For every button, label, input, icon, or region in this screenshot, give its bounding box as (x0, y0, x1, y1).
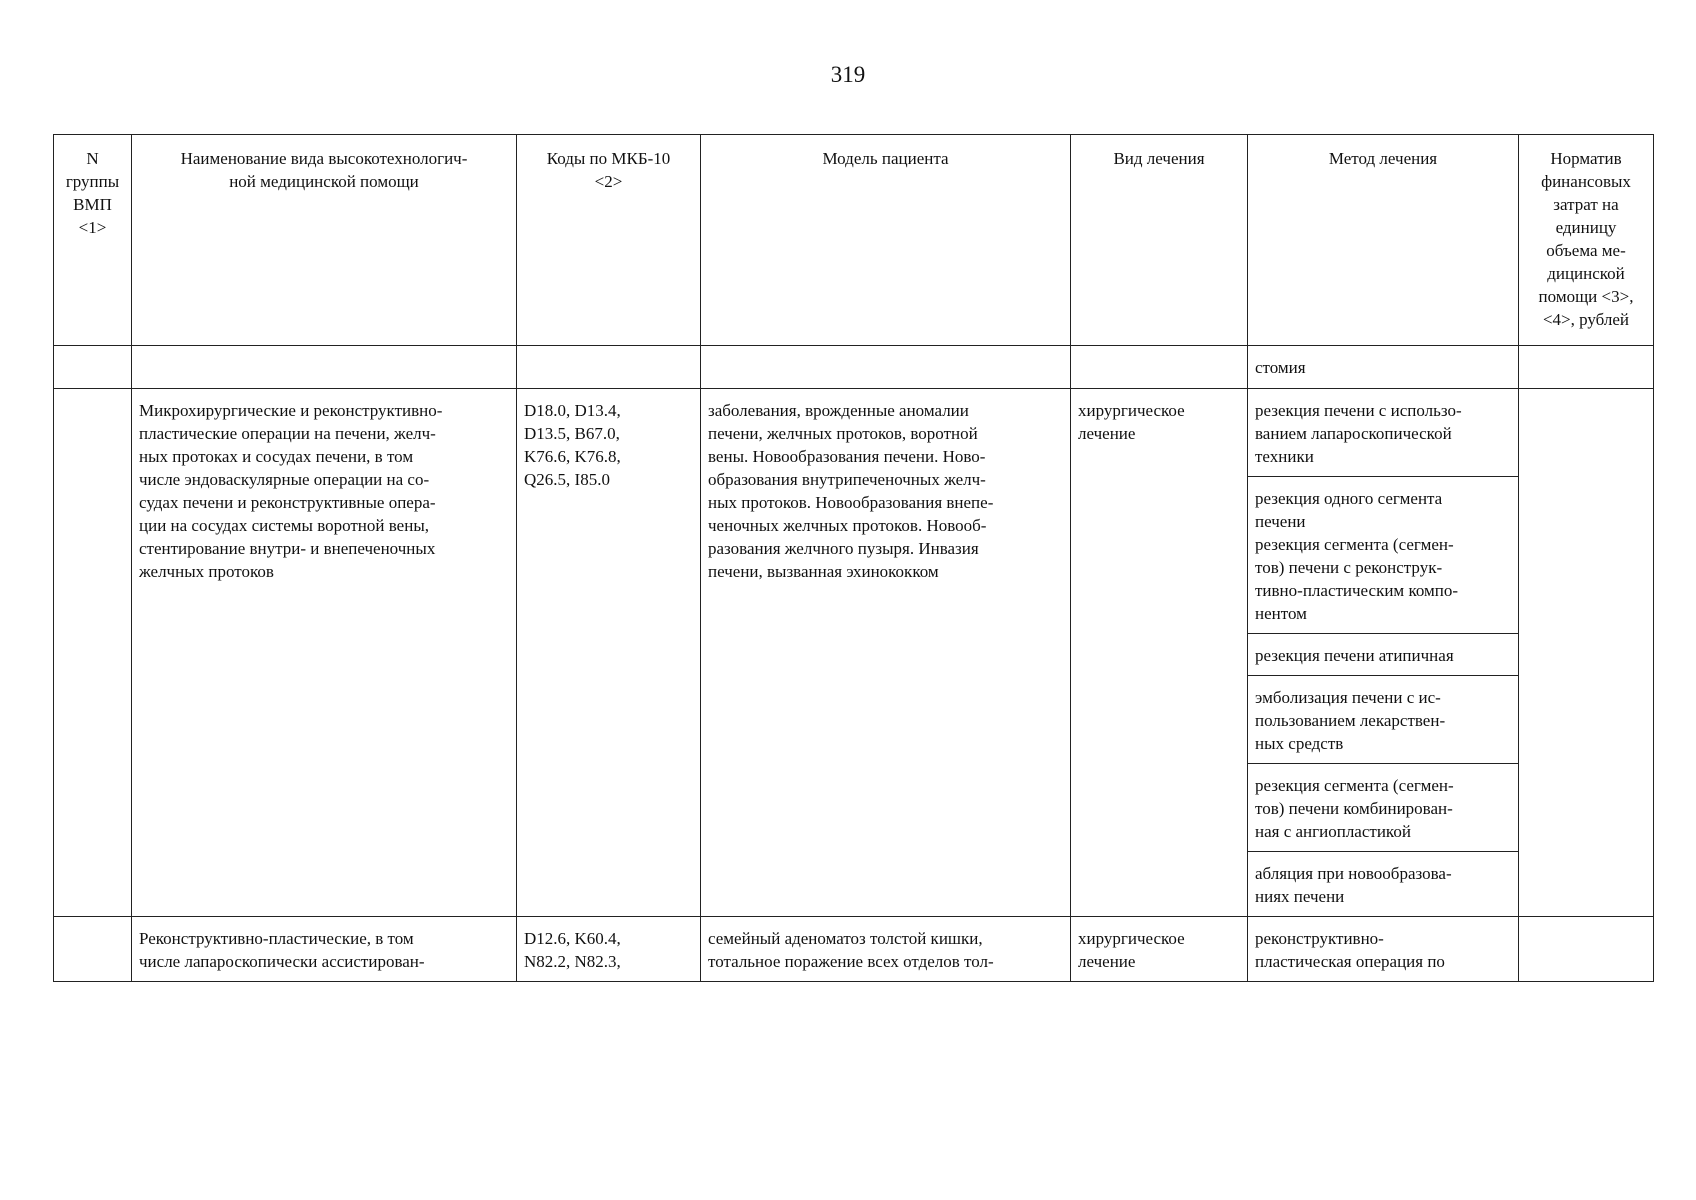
header-treatment-method: Метод лечения (1248, 135, 1519, 346)
header-row (54, 135, 1654, 346)
cell-cost-standard (1519, 917, 1654, 982)
cell-cost-standard (1519, 389, 1654, 917)
header-care-name: Наименование вида высокотехнологич- ной медицинской помощи (132, 135, 517, 346)
cell-group-number (54, 917, 132, 982)
cell-empty (132, 346, 517, 389)
cell-care-name: Микрохирургические и реконструктивно- пластические операции на печени, желч- ных протоках и сосудах печени, в том числе эндоваскулярные операции на со- судах печени и реконструктивные опера- ции на сосудах системы воротной вены, стентирование внутри- и внепеченочных желчных протоков (132, 389, 517, 917)
cell-method-continuation: стомия (1248, 346, 1519, 389)
header-treatment-type: Вид лечения (1071, 135, 1248, 346)
table-row (54, 389, 1654, 917)
page-number: 319 (830, 62, 866, 87)
medical-care-table (53, 134, 1654, 982)
method-item: резекция одного сегмента печени резекция сегмента (сегмен- тов) печени с реконструк- тивно-пластическим компо- нентом (1248, 477, 1518, 634)
cell-empty (517, 346, 701, 389)
cell-treatment-methods (1248, 389, 1519, 917)
header-group-number: N группы ВМП <1> (54, 135, 132, 346)
method-item: резекция печени атипичная (1248, 634, 1518, 676)
method-item: резекция печени с использо- ванием лапароскопической техники (1248, 389, 1518, 477)
header-patient-model: Модель пациента (701, 135, 1071, 346)
cell-icd-codes: D18.0, D13.4, D13.5, B67.0, K76.6, K76.8, Q26.5, I85.0 (517, 389, 701, 917)
cell-treatment-type: хирургическое лечение (1071, 389, 1248, 917)
method-item: абляция при новообразова- ниях печени (1255, 864, 1452, 906)
method-item: резекция сегмента (сегмен- тов) печени комбинирован- ная с ангиопластикой (1248, 764, 1518, 852)
table-row-continuation (54, 346, 1654, 389)
cell-patient-model: заболевания, врожденные аномалии печени, желчных протоков, воротной вены. Новообразования печени. Ново- образования внутрипеченочных желч- ных протоков. Новообразования внепе- ченочных желчных протоков. Новооб- разования желчного пузыря. Инвазия печени, вызванная эхинококком (701, 389, 1071, 917)
cell-icd-codes: D12.6, K60.4, N82.2, N82.3, (517, 917, 701, 982)
cell-patient-model: семейный аденоматоз толстой кишки, тотальное поражение всех отделов тол- (701, 917, 1071, 982)
cell-treatment-method: реконструктивно- пластическая операция по (1248, 917, 1519, 982)
cell-empty (701, 346, 1071, 389)
cell-empty (1071, 346, 1248, 389)
cell-care-name: Реконструктивно-пластические, в том числе лапароскопически ассистирован- (132, 917, 517, 982)
cell-group-number (54, 389, 132, 917)
header-icd-codes: Коды по МКБ-10 <2> (517, 135, 701, 346)
cell-empty (54, 346, 132, 389)
method-item: эмболизация печени с ис- пользованием лекарствен- ных средств (1248, 676, 1518, 764)
cell-treatment-type: хирургическое лечение (1071, 917, 1248, 982)
cell-empty (1519, 346, 1654, 389)
header-cost-standard: Норматив финансовых затрат на единицу объема ме- дицинской помощи <3>, <4>, рублей (1519, 135, 1654, 346)
table-row (54, 917, 1654, 982)
